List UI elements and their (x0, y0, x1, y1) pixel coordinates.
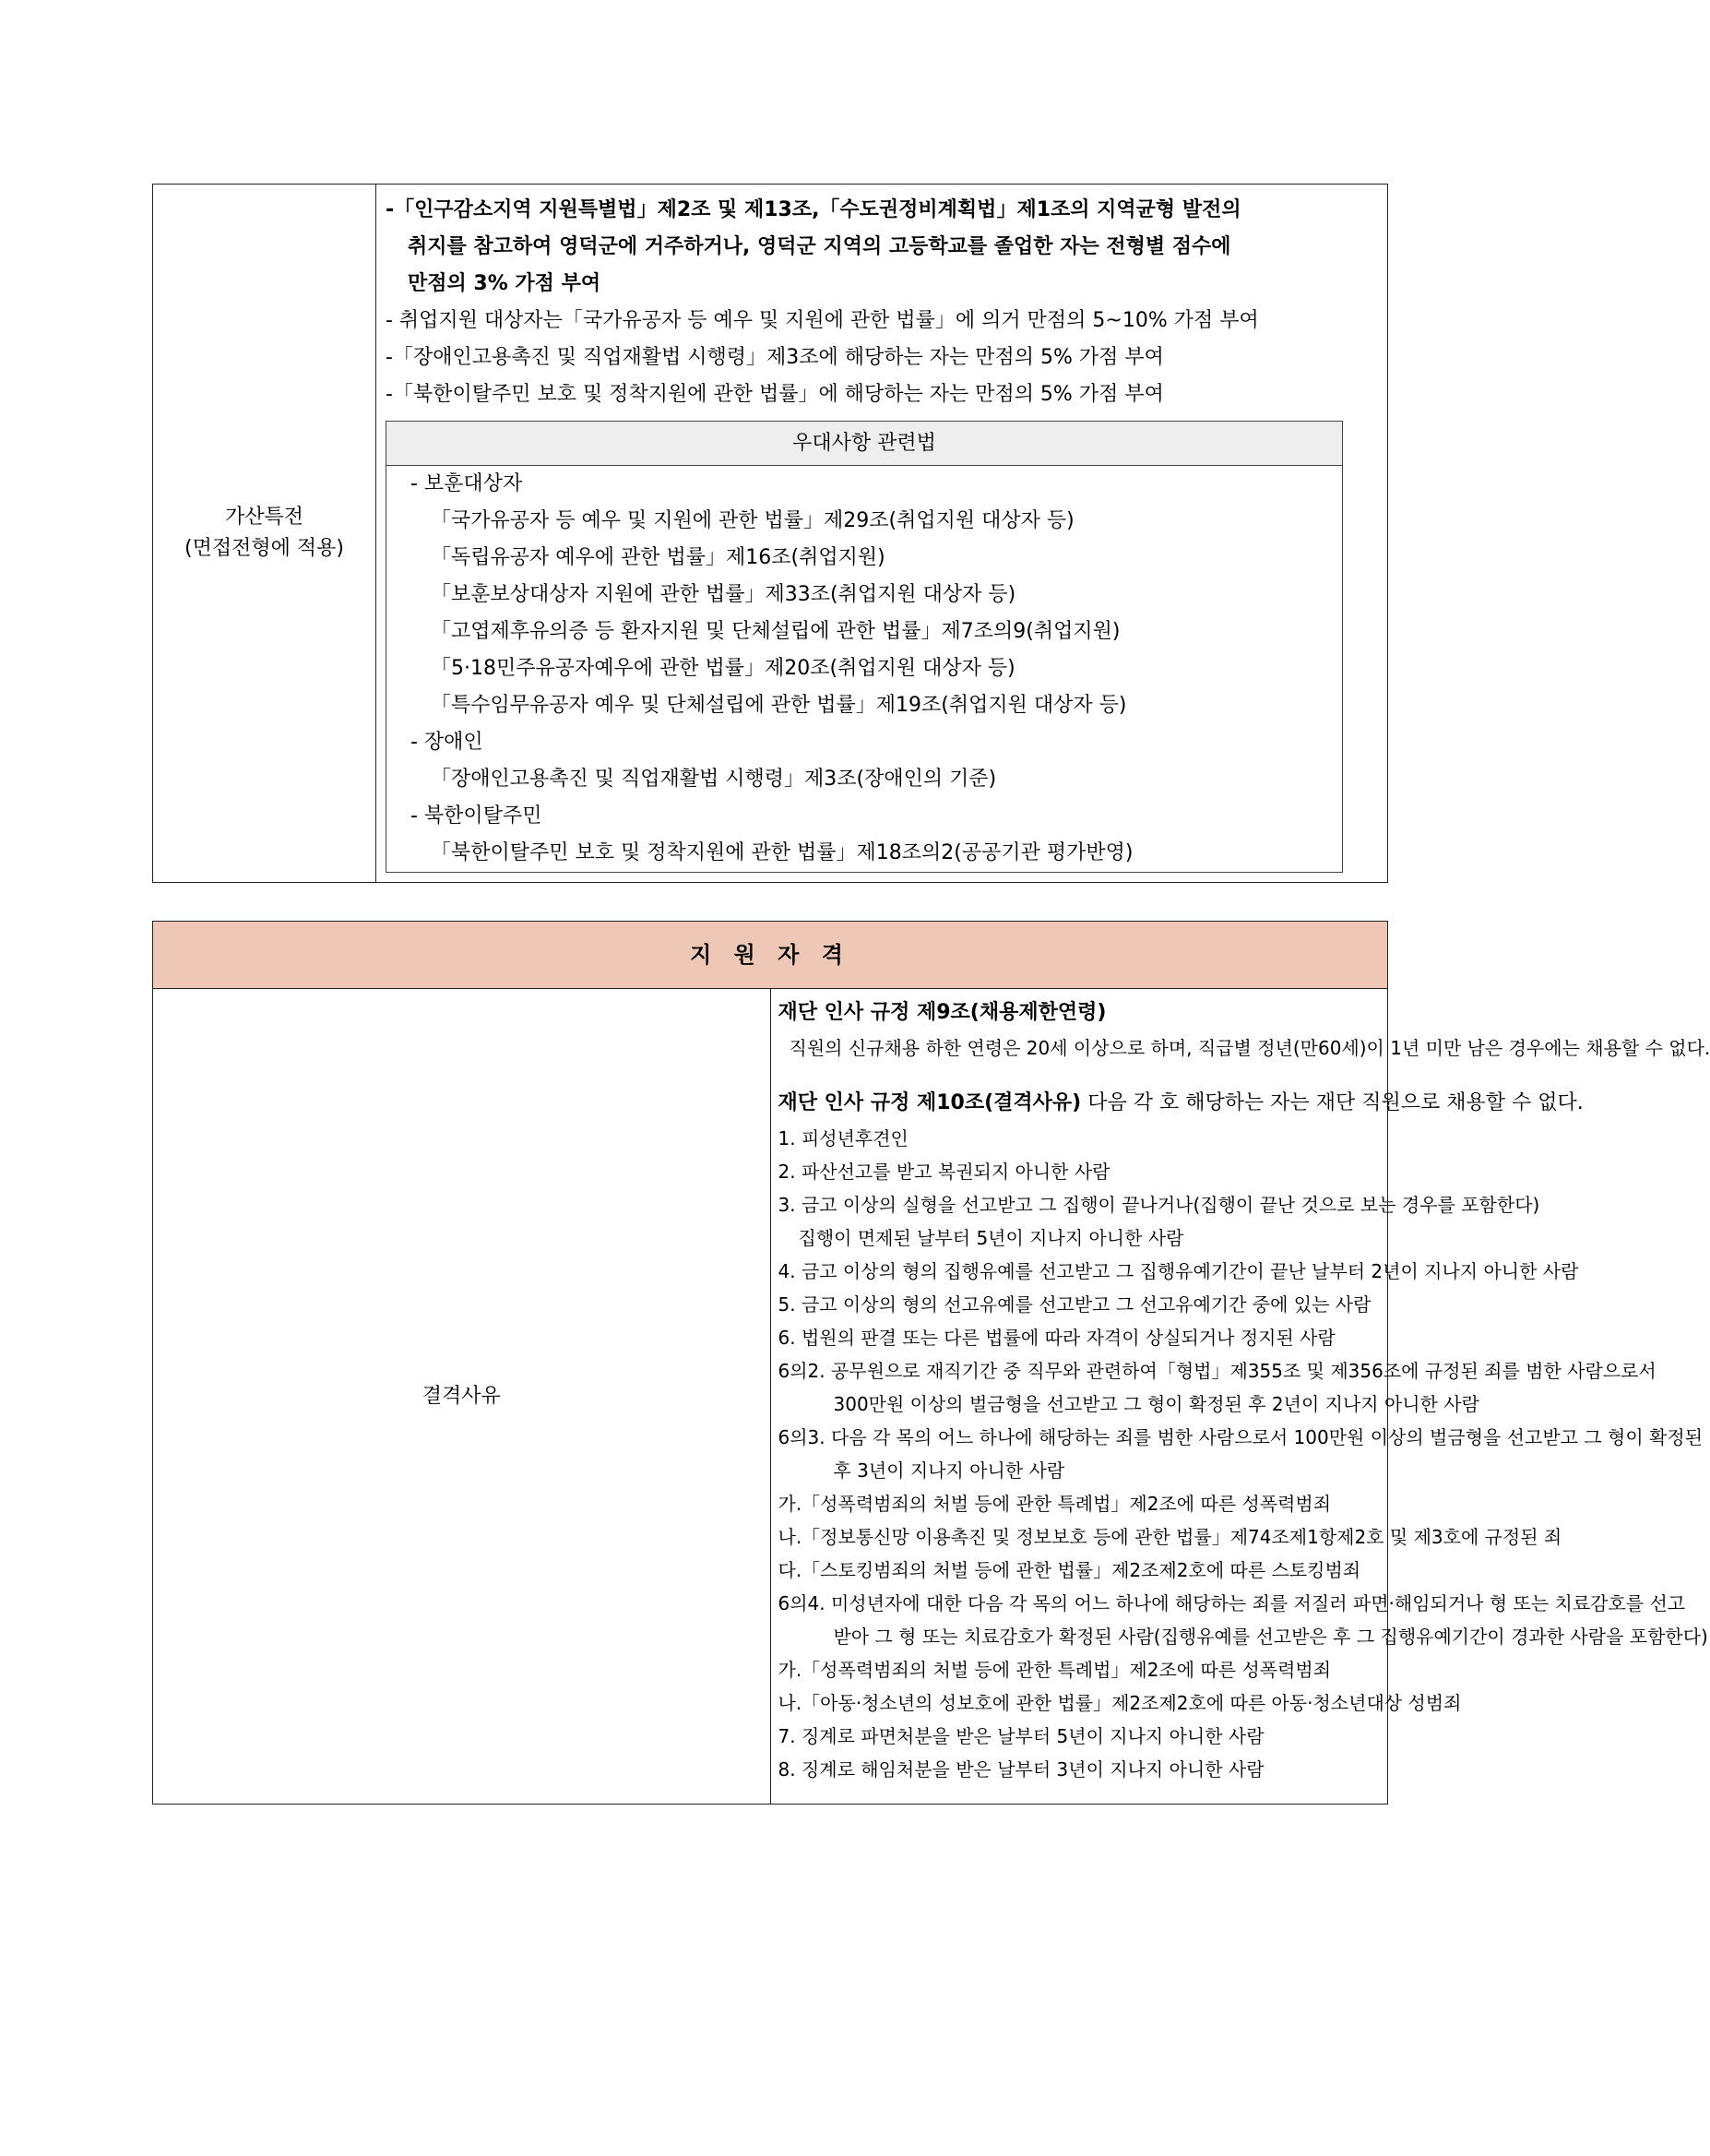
rule9-title: 재단 인사 규정 제9조(채용제한연령) (778, 1001, 1107, 1024)
disqualification-item: 6의4. 미성년자에 대한 다음 각 목의 어느 하나에 해당하는 죄를 저질러 파면·해임되거나 형 또는 치료감호를 선고 (778, 1592, 1686, 1614)
law-item: 「5·18민주유공자예우에 관한 법률」제20조(취업지원 대상자 등) (431, 657, 1015, 680)
bonus-label-cell (153, 185, 376, 883)
law-category: - 북한이탈주민 (410, 804, 542, 828)
disqualification-item-cont: 후 3년이 지나지 아니한 사람 (833, 1459, 1065, 1482)
bonus-label: 가산특전 (224, 506, 303, 529)
rule10-title: 재단 인사 규정 제10조(결격사유) (778, 1091, 1082, 1114)
rule10-heading (778, 1085, 1584, 1122)
bonus-label-note: (면접전형에 적용) (184, 537, 344, 560)
bonus-bullet: -「인구감소지역 지원특별법」제2조 및 제13조,「수도권정비계획법」제1조의 지역균형 발전의 (386, 198, 1241, 221)
bonus-content-cell (376, 185, 1388, 883)
disqualification-subitem: 나.「아동·청소년의 성보호에 관한 법률」제2조제2호에 따른 아동·청소년대상 성범죄 (778, 1692, 1462, 1714)
related-laws-title: 우대사항 관련법 (386, 422, 1342, 466)
qualification-table (152, 921, 1710, 1805)
rule9-text: 직원의 신규채용 하한 연령은 20세 이상으로 하며, 직급별 정년(만60세)이 1년 미만 남은 경우에는 채용할 수 없다. (789, 1037, 1710, 1059)
disqualification-item: 8. 징계로 해임처분을 받은 날부터 3년이 지나지 아니한 사람 (778, 1758, 1265, 1781)
bonus-bullet: -「장애인고용촉진 및 직업재활법 시행령」제3조에 해당하는 자는 만점의 5% 가점 부여 (386, 346, 1164, 369)
disqualification-item: 1. 피성년후견인 (778, 1127, 908, 1149)
law-item: 「북한이탈주민 보호 및 정착지원에 관한 법률」제18조의2(공공기관 평가반영) (431, 841, 1134, 864)
law-item: 「특수임무유공자 예우 및 단체설립에 관한 법률」제19조(취업지원 대상자 등) (431, 694, 1127, 717)
disqualification-subitem: 가.「성폭력범죄의 처벌 등에 관한 특례법」제2조에 따른 성폭력범죄 (778, 1493, 1332, 1515)
disqualification-item-cont: 집행이 면제된 날부터 5년이 지나지 아니한 사람 (798, 1227, 1184, 1249)
bonus-table (152, 184, 1388, 883)
related-laws-body (386, 466, 1342, 872)
qualification-section-title: 지 원 자 격 (153, 922, 1388, 989)
disqualification-item: 2. 파산선고를 받고 복권되지 아니한 사람 (778, 1161, 1110, 1183)
law-category: - 보훈대상자 (410, 472, 523, 495)
bonus-bullet-cont: 만점의 3% 가점 부여 (408, 272, 601, 295)
law-item: 「장애인고용촉진 및 직업재활법 시행령」제3조(장애인의 기준) (431, 768, 997, 791)
disqualification-item: 3. 금고 이상의 실형을 선고받고 그 집행이 끝나거나(집행이 끝난 것으로 보는 경우를 포함한다) (778, 1194, 1540, 1216)
disqualification-item: 6. 법원의 판결 또는 다른 법률에 따라 자격이 상실되거나 정지된 사람 (778, 1327, 1336, 1349)
law-item: 「국가유공자 등 예우 및 지원에 관한 법률」제29조(취업지원 대상자 등) (431, 509, 1075, 532)
disqualification-label: 결격사유 (153, 989, 771, 1805)
disqualification-item-cont: 300만원 이상의 벌금형을 선고받고 그 형이 확정된 후 2년이 지나지 아니한 사람 (833, 1393, 1479, 1415)
disqualification-item-cont: 받아 그 형 또는 치료감호가 확정된 사람(집행유예를 선고받은 후 그 집행유예기간이 경과한 사람을 포함한다) (833, 1626, 1708, 1648)
disqualification-subitem: 다.「스토킹범죄의 처벌 등에 관한 법률」제2조제2호에 따른 스토킹범죄 (778, 1559, 1361, 1581)
qualification-content-cell (770, 989, 1710, 1805)
rule10-text: 다음 각 호 해당하는 자는 재단 직원으로 채용할 수 없다. (1081, 1091, 1584, 1114)
law-category: - 장애인 (410, 731, 483, 754)
disqualification-subitem: 가.「성폭력범죄의 처벌 등에 관한 특례법」제2조에 따른 성폭력범죄 (778, 1659, 1332, 1681)
bonus-bullet: -「북한이탈주민 보호 및 정착지원에 관한 법률」에 해당하는 자는 만점의 5% 가점 부여 (386, 383, 1164, 406)
disqualification-subitem: 나.「정보통신망 이용촉진 및 정보보호 등에 관한 법률」제74조제1항제2호 및 제3호에 규정된 죄 (778, 1526, 1562, 1548)
disqualification-item: 7. 징계로 파면처분을 받은 날부터 5년이 지나지 아니한 사람 (778, 1725, 1265, 1747)
related-laws-box (386, 421, 1343, 873)
disqualification-item: 6의2. 공무원으로 재직기간 중 직무와 관련하여「형법」제355조 및 제356조에 규정된 죄를 범한 사람으로서 (778, 1360, 1657, 1382)
law-item: 「독립유공자 예우에 관한 법률」제16조(취업지원) (431, 546, 885, 569)
disqualification-item: 5. 금고 이상의 형의 선고유예를 선고받고 그 선고유예기간 중에 있는 사람 (778, 1293, 1372, 1316)
bonus-bullet-cont: 취지를 참고하여 영덕군에 거주하거나, 영덕군 지역의 고등학교를 졸업한 자는 전형별 점수에 (408, 235, 1231, 258)
disqualification-item: 4. 금고 이상의 형의 집행유예를 선고받고 그 집행유예기간이 끝난 날부터 2년이 지나지 아니한 사람 (778, 1260, 1579, 1282)
law-item: 「보훈보상대상자 지원에 관한 법률」제33조(취업지원 대상자 등) (431, 583, 1016, 606)
disqualification-item: 6의3. 다음 각 목의 어느 하나에 해당하는 죄를 범한 사람으로서 100만원 이상의 벌금형을 선고받고 그 형이 확정된 (778, 1426, 1703, 1448)
law-item: 「고엽제후유의증 등 환자지원 및 단체설립에 관한 법률」제7조의9(취업지원) (431, 620, 1121, 643)
bonus-bullet: - 취업지원 대상자는「국가유공자 등 예우 및 지원에 관한 법률」에 의거 만점의 5~10% 가점 부여 (386, 309, 1259, 332)
